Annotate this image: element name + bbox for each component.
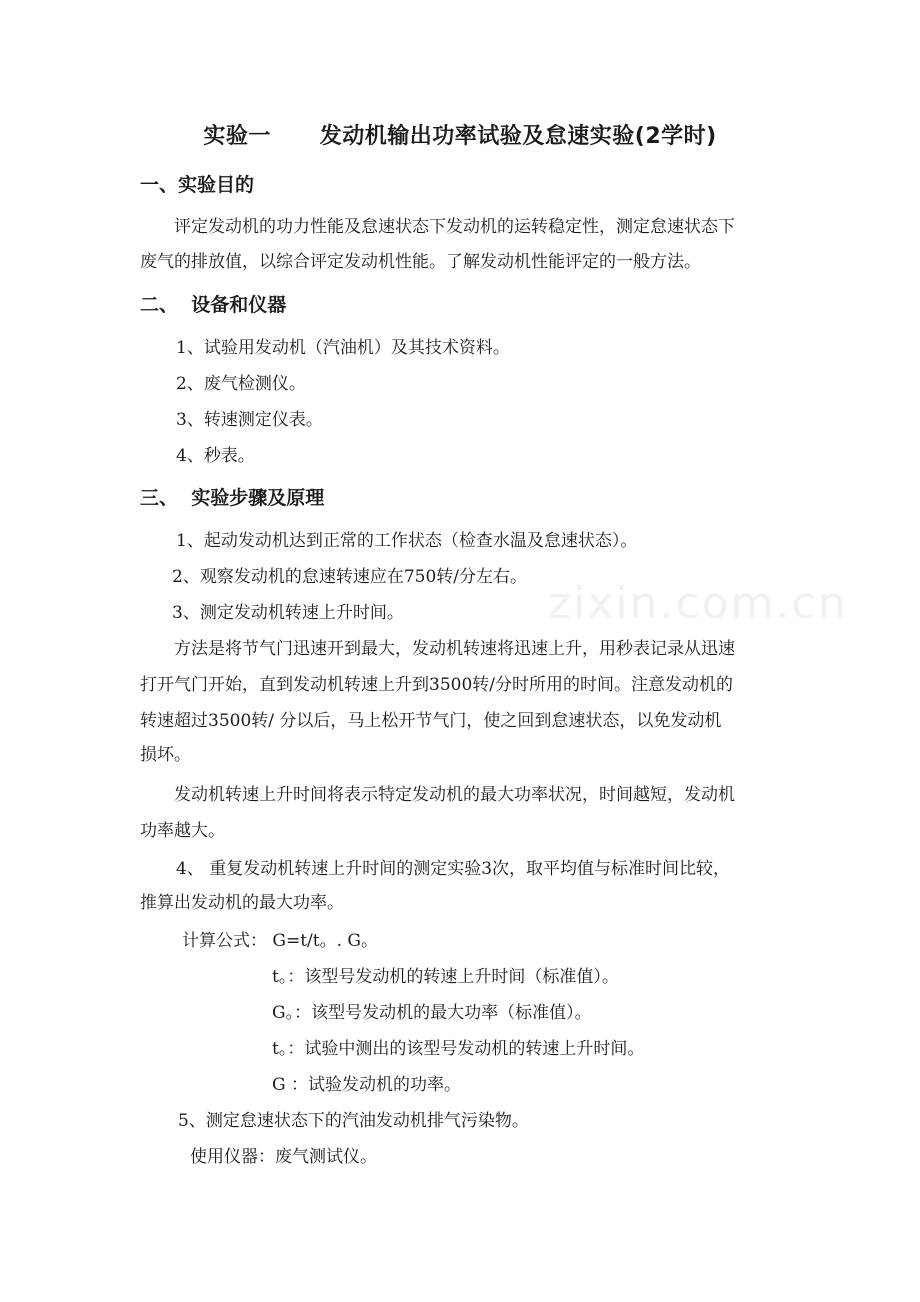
- watermark: zixin.com.cn: [548, 578, 848, 629]
- method-line: 方法是将节气门迅速开到最大，发动机转速将迅速上升，用秒表记录从迅速: [174, 639, 735, 659]
- method-line: 转速超过3500转/ 分以后，马上松开节气门，使之回到怠速状态，以免发动机: [140, 711, 722, 731]
- formula: 计算公式： G=t/t。. G。: [182, 931, 379, 951]
- section-heading-procedure: 三、 实验步骤及原理: [140, 487, 325, 509]
- procedure-step: 2、观察发动机的怠速转速应在750转/分左右。: [172, 567, 527, 587]
- equipment-item: 4、秒表。: [176, 446, 255, 466]
- method-line: 打开气门开始，直到发动机转速上升到3500转/分时所用的时间。注意发动机的: [140, 675, 733, 695]
- formula-variable: t。：该型号发动机的转速上升时间（标准值）。: [272, 967, 619, 987]
- section-heading-equipment: 二、 设备和仪器: [140, 294, 287, 316]
- equipment-item: 2、废气检测仪。: [176, 374, 306, 394]
- instrument-line: 使用仪器：废气测试仪。: [190, 1147, 377, 1167]
- explain-line: 发动机转速上升时间将表示特定发动机的最大功率状况，时间越短，发动机: [174, 785, 735, 805]
- procedure-step: 1、起动发动机达到正常的工作状态（检查水温及怠速状态）。: [176, 531, 638, 551]
- procedure-step-4: 推算出发动机的最大功率。: [140, 893, 344, 913]
- formula-variable: G ：试验发动机的功率。: [272, 1075, 461, 1095]
- equipment-item: 1、试验用发动机（汽油机）及其技术资料。: [176, 338, 510, 358]
- purpose-line: 评定发动机的功力性能及怠速状态下发动机的运转稳定性，测定怠速状态下: [174, 217, 735, 237]
- document-title: 实验一 发动机输出功率试验及怠速实验(2学时): [203, 124, 717, 149]
- formula-variable: t。：试验中测出的该型号发动机的转速上升时间。: [272, 1039, 645, 1059]
- section-heading-purpose: 一、实验目的: [140, 174, 255, 196]
- purpose-line: 废气的排放值，以综合评定发动机性能。了解发动机性能评定的一般方法。: [140, 252, 701, 272]
- explain-line: 功率越大。: [140, 821, 225, 841]
- equipment-item: 3、转速测定仪表。: [176, 410, 323, 430]
- method-line: 损坏。: [140, 745, 191, 765]
- procedure-step-4: 4、 重复发动机转速上升时间的测定实验3次，取平均值与标准时间比较，: [176, 859, 731, 879]
- formula-variable: G。：该型号发动机的最大功率（标准值）。: [272, 1003, 592, 1023]
- procedure-step: 3、测定发动机转速上升时间。: [172, 603, 404, 623]
- procedure-step-5: 5、测定怠速状态下的汽油发动机排气污染物。: [178, 1111, 529, 1131]
